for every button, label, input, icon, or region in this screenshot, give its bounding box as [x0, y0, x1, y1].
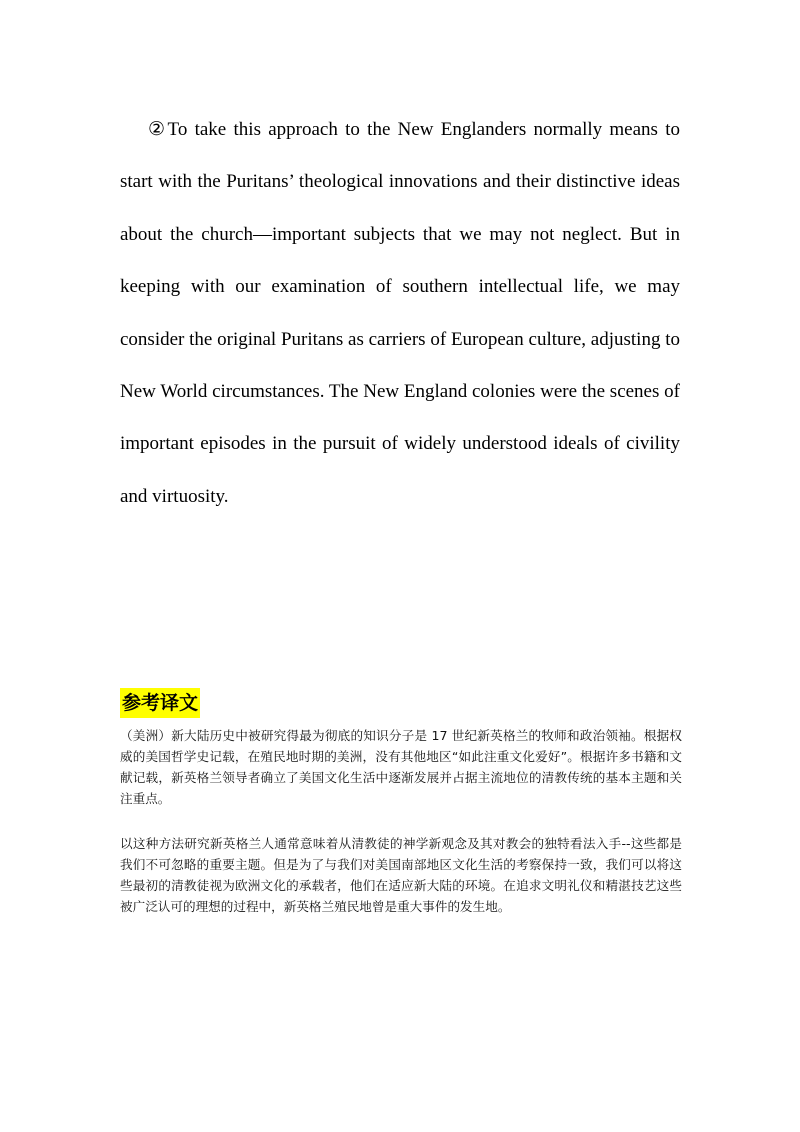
translation-paragraph-1: （美洲）新大陆历史中被研究得最为彻底的知识分子是 17 世纪新英格兰的牧师和政治领袖。根据权威的美国哲学史记载，在殖民地时期的美洲，没有其他地区“如此注重文化爱好”。根据许多书籍和文献记载，新英格兰领导者确立了美国文化生活中逐渐发展并占据主流地位的清教传统的基本主题和关注重点。: [120, 728, 682, 806]
translation-heading: 参考译文: [120, 688, 200, 718]
english-paragraph: ②To take this approach to the New Englanders normally means to start with the Puritans’ theological innovations and their distinctive ideas about the church—important subjects that we may not neglect. But in keeping with our examination of southern intellectual life, we may consider the original Puritans as carriers of European culture, adjusting to New World circumstances. The New England colonies were the scenes of important episodes in the pursuit of widely understood ideals of civility and virtuosity.: [120, 119, 680, 507]
translation-paragraph-2: 以这种方法研究新英格兰人通常意味着从清教徒的神学新观念及其对教会的独特看法入手--这些都是我们不可忽略的重要主题。但是为了与我们对美国南部地区文化生活的考察保持一致，我们可以将这些最初的清教徒视为欧洲文化的承载者，他们在适应新大陆的环境。在追求文明礼仪和精湛技艺这些被广泛认可的理想的过程中，新英格兰殖民地曾是重大事件的发生地。: [120, 836, 682, 914]
